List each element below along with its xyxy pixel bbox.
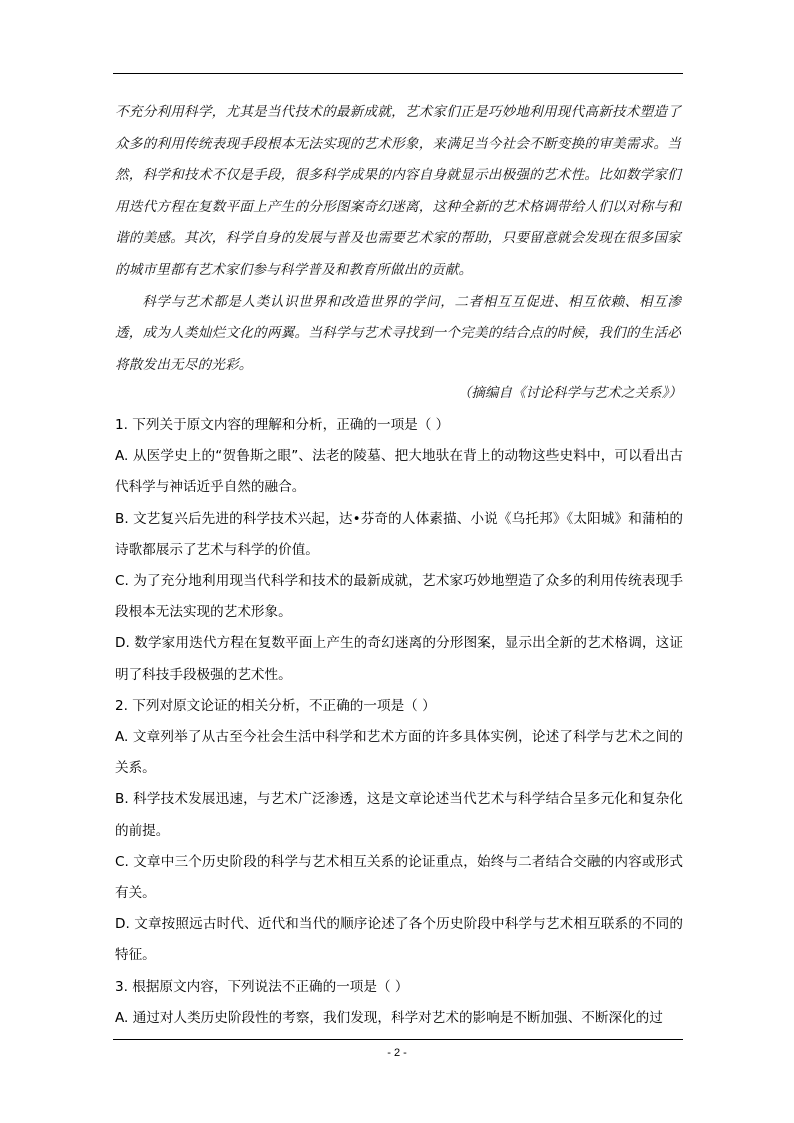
question-list (115, 410, 683, 1034)
question-2-option-d: D. 文章按照远古时代、近代和当代的顺序论述了各个历史阶段中科学与艺术相互联系的不同的特征。 (115, 916, 683, 964)
question-1-option-d: D. 数学家用迭代方程在复数平面上产生的奇幻迷离的分形图案，显示出全新的艺术格调，这证明了科技手段极强的艺术性。 (115, 635, 683, 683)
question-2-option-b: B. 科学技术发展迅速，与艺术广泛渗透，这是文章论述当代艺术与科学结合呈多元化和复杂化的前提。 (115, 791, 683, 839)
reading-passage (115, 97, 681, 381)
question-3-stem: 3. 根据原文内容，下列说法不正确的一项是（ ） (115, 978, 409, 995)
question-2-option-c: C. 文章中三个历史阶段的科学与艺术相互关系的论证重点，始终与二者结合交融的内容或形式有关。 (115, 853, 683, 902)
question-3-option-a: A. 通过对人类历史阶段性的考察，我们发现，科学对艺术的影响是不断加强、不断深化的过 (115, 1009, 663, 1026)
question-1-option-c: C. 为了充分地利用现当代科学和技术的最新成就，艺术家巧妙地塑造了众多的利用传统表现手段根本无法实现的艺术形象。 (115, 573, 683, 621)
passage-paragraph-2: 科学与艺术都是人类认识世界和改造世界的学问，二者相互互促进、相互依赖、相互渗透，成为人类灿烂文化的两翼。当科学与艺术寻找到一个完美的结合点的时候，我们的生活必将散发出无尽的光彩。 (115, 293, 681, 373)
page-number: - 2 - (387, 1047, 407, 1059)
footer-rule (113, 1039, 683, 1040)
passage-paragraph-1: 不充分利用科学，尤其是当代技术的最新成就，艺术家们正是巧妙地利用现代高新技术塑造了众多的利用传统表现手段根本无法实现的艺术形象，来满足当今社会不断变换的审美需求。当然，科学和技术不仅是手段，很多科学成果的内容自身就显示出极强的艺术性。比如数学家们用迭代方程在复数平面上产生的分形图案奇幻迷离，这种全新的艺术格调带给人们以对称与和谐的美感。其次，科学自身的发展与普及也需要艺术家的帮助，只要留意就会发现在很多国家的城市里都有艺术家们参与科学普及和教育所做出的贡献。 (115, 104, 681, 278)
question-1-option-a: A. 从医学史上的“贺鲁斯之眼”、法老的陵墓、把大地驮在背上的动物这些史料中，可以看出古代科学与神话近乎自然的融合。 (115, 448, 683, 496)
question-1-stem: 1. 下列关于原文内容的理解和分析，正确的一项是（ ） (115, 417, 450, 433)
header-rule (113, 73, 683, 74)
question-2-stem: 2. 下列对原文论证的相关分析，不正确的一项是（ ） (115, 697, 436, 714)
question-2-option-a: A. 文章列举了从古至今社会生活中科学和艺术方面的许多具体实例，论述了科学与艺术之间的关系。 (115, 729, 683, 777)
question-1-option-b: B. 文艺复兴后先进的科学技术兴起，达•芬奇的人体素描、小说《乌托邦》《太阳城》和蒲柏的诗歌都展示了艺术与科学的价值。 (115, 510, 683, 558)
passage-source: （摘编自《讨论科学与艺术之关系》） (457, 385, 682, 401)
